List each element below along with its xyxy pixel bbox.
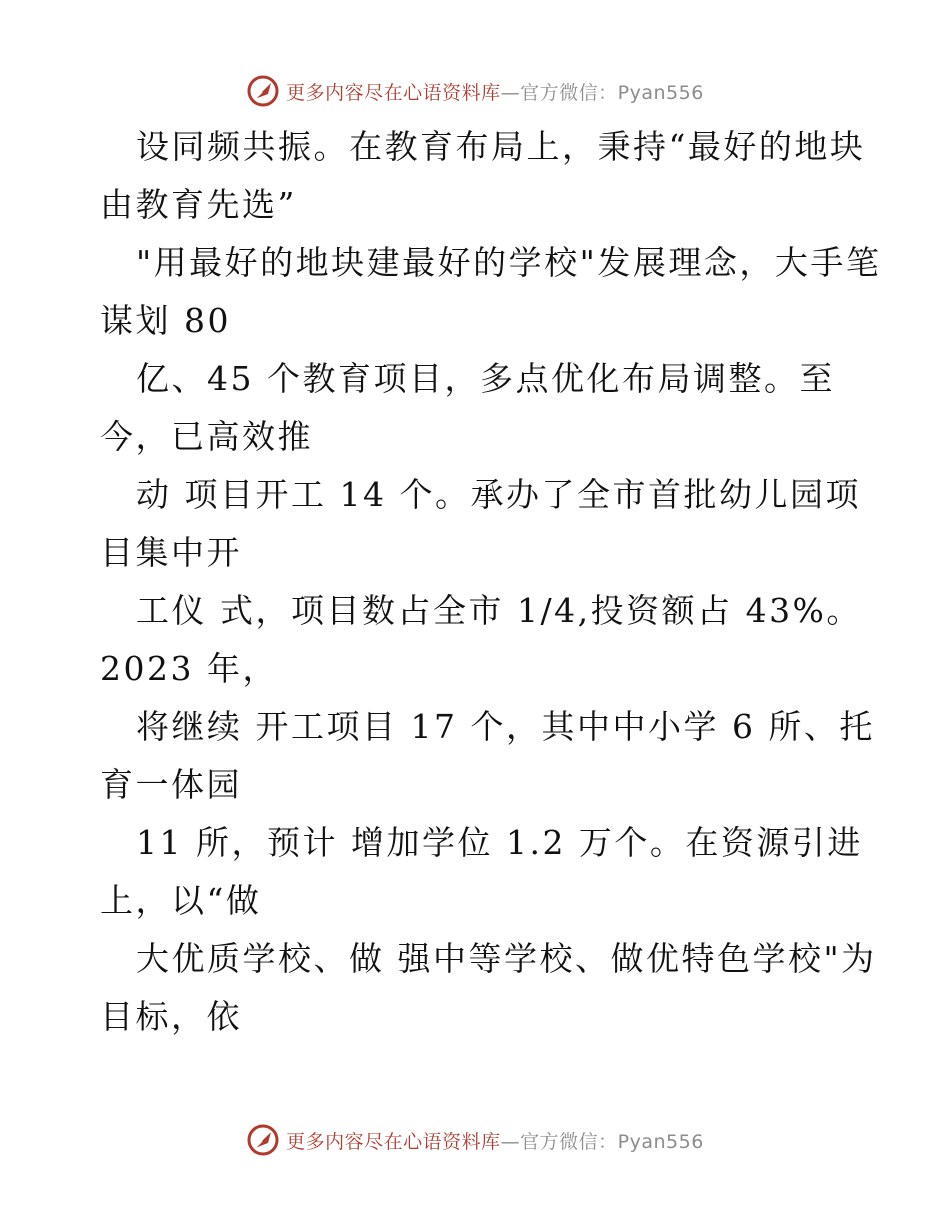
- text-line: 亿、45 个教育项目，多点优化布局调整。至: [136, 359, 835, 398]
- banner-separator: —: [500, 81, 521, 104]
- quill-logo-icon: [246, 74, 280, 108]
- text-line: 目标，依: [100, 997, 242, 1036]
- banner-main-text: 更多内容尽在心语资料库: [286, 81, 501, 104]
- banner-separator: —: [500, 1130, 521, 1153]
- text-line: 动 项目开工 14 个。承办了全市首批幼儿园项: [136, 475, 861, 514]
- footer-banner: [0, 1120, 950, 1160]
- text-line: 2023 年，: [100, 649, 278, 688]
- header-banner: [0, 71, 950, 111]
- text-line: 大优质学校、做 强中等学校、做优特色学校"为: [136, 939, 877, 978]
- quill-logo-icon: [246, 1123, 280, 1157]
- text-line: 设同频共振。在教育布局上，秉持“最好的地块: [136, 127, 866, 166]
- text-line: 育一体园: [100, 765, 242, 804]
- text-line: 谋划 80: [100, 301, 231, 340]
- text-line: 上，以“做: [100, 881, 262, 920]
- text-line: 11 所，预计 增加学位 1.2 万个。在资源引进: [136, 823, 863, 862]
- banner-tail-text: 官方微信：Pyan556: [520, 1130, 704, 1153]
- text-line: 今，已高效推: [100, 417, 313, 456]
- text-line: 由教育先选”: [100, 185, 297, 224]
- banner-tail-text: 官方微信：Pyan556: [520, 81, 704, 104]
- banner-main-text: 更多内容尽在心语资料库: [286, 1130, 501, 1153]
- text-line: 目集中开: [100, 533, 242, 572]
- document-body: [100, 118, 882, 1046]
- text-line: "用最好的地块建最好的学校"发展理念，大手笔: [136, 243, 882, 282]
- text-line: 将继续 开工项目 17 个，其中中小学 6 所、托: [136, 707, 875, 746]
- text-line: 工仪 式，项目数占全市 1/4,投资额占 43%。: [136, 591, 862, 630]
